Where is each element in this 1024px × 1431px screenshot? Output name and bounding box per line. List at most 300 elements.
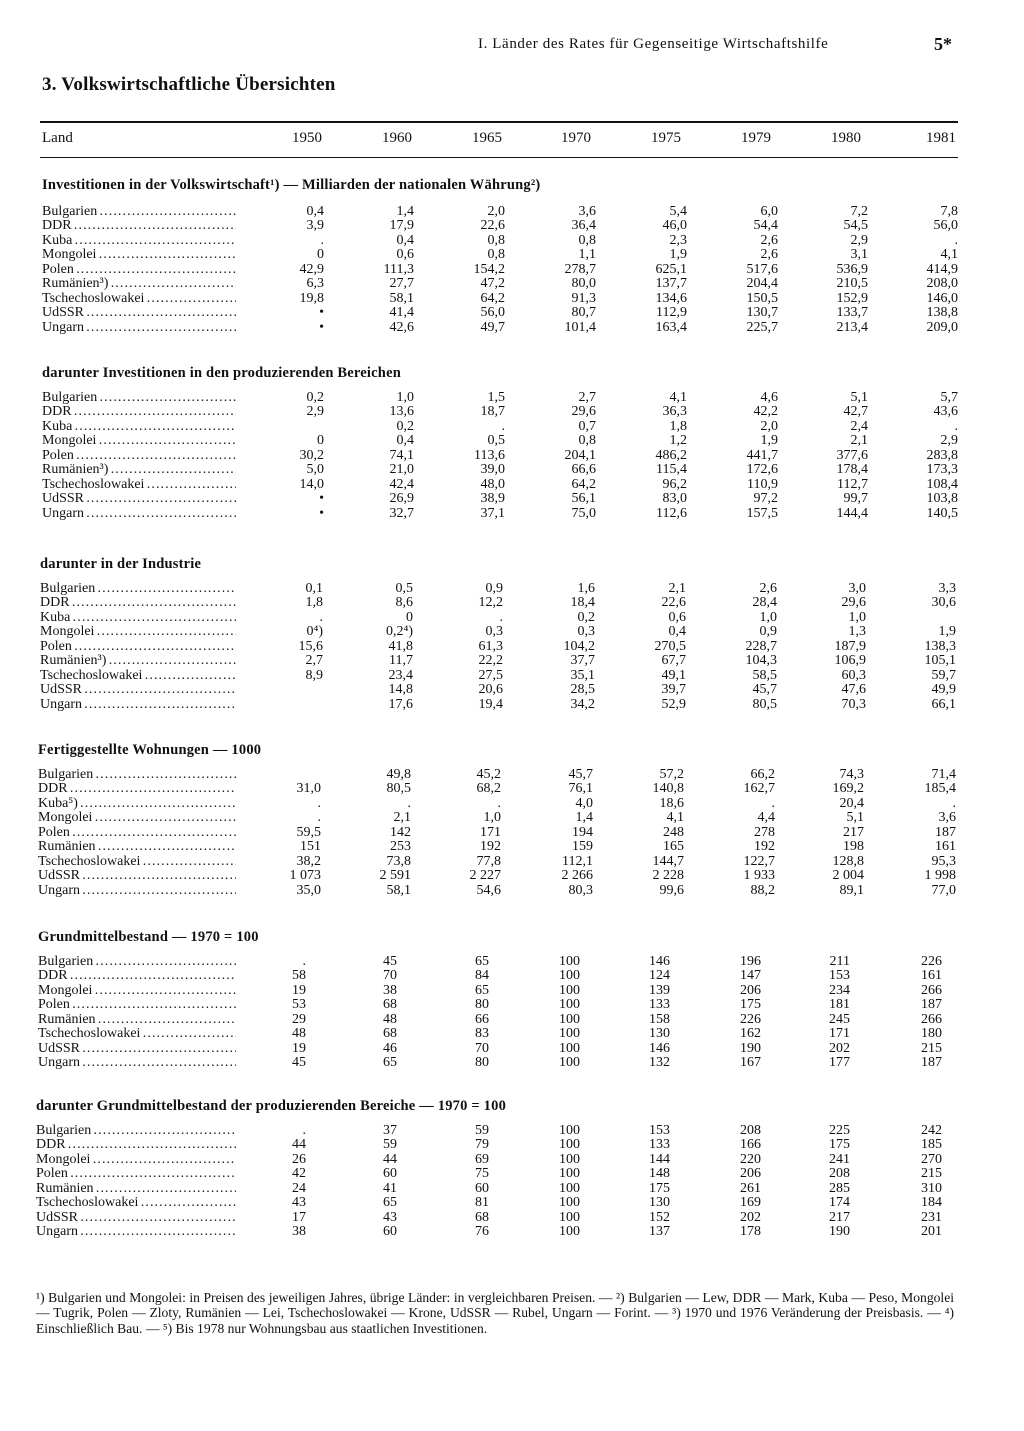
table-cell: 60,3 xyxy=(841,667,866,683)
table-cell: . xyxy=(954,418,958,434)
table-cell: 100 xyxy=(559,1040,580,1056)
table-row xyxy=(0,1211,1024,1225)
table-section-title: Fertiggestellte Wohnungen — 1000 xyxy=(38,742,262,758)
table-row xyxy=(0,1013,1024,1027)
column-header-year: 1970 xyxy=(561,130,591,146)
table-row xyxy=(0,884,1024,898)
table-cell: 171 xyxy=(829,1026,850,1042)
table-cell: 169 xyxy=(740,1195,761,1211)
table-cell: 38,9 xyxy=(480,491,505,507)
table-cell: 0,8 xyxy=(487,247,505,263)
table-cell: 42 xyxy=(292,1166,306,1182)
table-cell: 139 xyxy=(649,982,670,998)
table-cell: 35,1 xyxy=(570,667,595,683)
table-cell: 192 xyxy=(480,839,501,855)
table-cell: 7,2 xyxy=(850,204,868,219)
table-cell: 242 xyxy=(921,1123,942,1138)
table-cell: 1,9 xyxy=(760,433,778,449)
table-cell: 0,6 xyxy=(668,609,686,625)
table-cell: 105,1 xyxy=(924,653,956,669)
table-cell: 21,0 xyxy=(389,462,414,478)
table-cell: 37,1 xyxy=(480,505,505,521)
table-cell: 66,1 xyxy=(931,696,956,712)
table-cell: 1 073 xyxy=(289,868,321,884)
table-cell: 66,2 xyxy=(750,767,775,782)
table-cell: 15,6 xyxy=(298,638,323,654)
table-cell: 208,0 xyxy=(926,276,958,292)
table-cell: 2,1 xyxy=(668,581,686,596)
table-cell: 47,6 xyxy=(841,682,866,698)
table-cell: 112,6 xyxy=(656,505,687,521)
table-cell: 261 xyxy=(740,1180,761,1196)
table-cell: 6,0 xyxy=(760,204,778,219)
table-cell: 58 xyxy=(292,968,306,984)
table-cell: 49,8 xyxy=(386,767,411,782)
table-cell: 100 xyxy=(559,1011,580,1027)
table-cell: 414,9 xyxy=(926,261,958,277)
table-cell: 310 xyxy=(921,1180,942,1196)
row-country-name: Ungarn . . . xyxy=(36,1225,236,1239)
table-cell: 45,7 xyxy=(568,767,593,782)
table-cell: 43 xyxy=(383,1209,397,1225)
table-cell: 83 xyxy=(475,1026,489,1042)
table-cell: 1,8 xyxy=(669,418,687,434)
table-cell: 140,5 xyxy=(926,505,958,521)
table-row xyxy=(0,1196,1024,1210)
table-cell: 187 xyxy=(935,824,956,840)
row-country-name: UdSSR . . . xyxy=(42,492,236,506)
table-cell: 208 xyxy=(829,1166,850,1182)
table-cell: 84 xyxy=(475,968,489,984)
row-country-name: Mongolei . . . xyxy=(36,1153,236,1167)
table-cell: 2 266 xyxy=(561,868,593,884)
table-cell: 185 xyxy=(921,1137,942,1153)
row-country-name: Polen . . . xyxy=(38,998,236,1012)
row-country-name: Kuba⁵) . . . xyxy=(38,797,236,811)
table-cell: 0⁴) xyxy=(306,624,323,640)
column-header-row xyxy=(0,130,1024,150)
table-cell: 70 xyxy=(383,968,397,984)
column-header-year: 1981 xyxy=(926,130,956,146)
table-cell: 45 xyxy=(383,954,397,969)
table-cell: 152 xyxy=(649,1209,670,1225)
table-cell: . xyxy=(302,954,306,969)
table-row xyxy=(0,1056,1024,1070)
table-cell: 79 xyxy=(475,1137,489,1153)
table-cell: 4,1 xyxy=(666,810,684,826)
table-cell: 48 xyxy=(383,1011,397,1027)
table-cell: 100 xyxy=(559,1151,580,1167)
table-cell: 0,6 xyxy=(396,247,414,263)
table-cell: 0,8 xyxy=(578,433,596,449)
table-row xyxy=(0,1167,1024,1181)
table-row xyxy=(0,420,1024,434)
table-cell: 2,6 xyxy=(759,581,777,596)
table-cell: 52,9 xyxy=(661,696,686,712)
table-cell: 140,8 xyxy=(652,781,684,797)
table-cell: 100 xyxy=(559,1055,580,1071)
table-cell: 517,6 xyxy=(746,261,778,277)
table-cell: 45,7 xyxy=(752,682,777,698)
table-row xyxy=(0,1042,1024,1056)
table-cell: 0 xyxy=(406,609,413,625)
table-cell: 206 xyxy=(740,1166,761,1182)
table-cell: 36,3 xyxy=(662,404,687,420)
table-cell: 1,9 xyxy=(938,624,956,640)
table-cell: 0,2 xyxy=(306,390,324,405)
table-cell: 32,7 xyxy=(389,505,414,521)
table-cell: 1,2 xyxy=(669,433,687,449)
table-cell: 64,2 xyxy=(480,290,505,306)
row-country-name: Ungarn . . . xyxy=(38,1056,236,1070)
table-cell: 27,7 xyxy=(389,276,414,292)
table-cell: 65 xyxy=(383,1195,397,1211)
table-cell: 2 228 xyxy=(652,868,684,884)
table-cell: 172,6 xyxy=(746,462,778,478)
table-row xyxy=(0,596,1024,610)
table-cell: 76 xyxy=(475,1224,489,1240)
table-cell: 60 xyxy=(383,1166,397,1182)
table-cell: 100 xyxy=(559,1166,580,1182)
table-cell: 4,6 xyxy=(760,390,778,405)
table-cell: 283,8 xyxy=(926,447,958,463)
table-row xyxy=(0,463,1024,477)
table-cell: 80,0 xyxy=(571,276,596,292)
table-cell: • xyxy=(319,505,324,521)
row-country-name: Ungarn . . . xyxy=(40,698,236,712)
table-cell: 266 xyxy=(921,1011,942,1027)
table-cell: 56,0 xyxy=(480,305,505,321)
table-cell: 278,7 xyxy=(564,261,596,277)
table-cell: 162,7 xyxy=(743,781,775,797)
table-cell: 17,9 xyxy=(389,218,414,234)
table-cell: 89,1 xyxy=(839,882,864,898)
table-cell: . xyxy=(317,810,321,826)
row-country-name: Rumänien³) . . . xyxy=(42,277,236,291)
row-country-name: Mongolei . . . xyxy=(40,625,236,639)
table-cell: 198 xyxy=(843,839,864,855)
row-country-name: Tschechoslowakei . . . xyxy=(42,478,236,492)
table-cell: 100 xyxy=(559,968,580,984)
table-cell: 217 xyxy=(843,824,864,840)
table-cell: 18,4 xyxy=(570,595,595,611)
column-header-year: 1980 xyxy=(831,130,861,146)
table-row xyxy=(0,826,1024,840)
table-cell: 42,6 xyxy=(389,319,414,335)
table-cell: 19 xyxy=(292,1040,306,1056)
table-cell: 3,1 xyxy=(850,247,868,263)
table-cell: 20,6 xyxy=(478,682,503,698)
table-cell: 169,2 xyxy=(832,781,864,797)
table-cell: 57,2 xyxy=(659,767,684,782)
row-country-name: DDR . . . xyxy=(40,596,236,610)
row-country-name: Polen . . . xyxy=(40,640,236,654)
table-cell: 441,7 xyxy=(746,447,778,463)
table-cell: 8,9 xyxy=(305,667,323,683)
table-cell: 2,6 xyxy=(760,247,778,263)
table-cell: 0,4 xyxy=(306,204,324,219)
row-country-name: Kuba . . . xyxy=(40,611,236,625)
table-cell: 28,4 xyxy=(752,595,777,611)
table-cell: 115,4 xyxy=(656,462,687,478)
table-cell: 70,3 xyxy=(841,696,866,712)
table-cell: 4,0 xyxy=(575,795,593,811)
table-cell: 18,7 xyxy=(480,404,505,420)
table-cell: 536,9 xyxy=(836,261,868,277)
table-cell: 100 xyxy=(559,1224,580,1240)
table-cell: 41 xyxy=(383,1180,397,1196)
table-cell: 49,1 xyxy=(661,667,686,683)
table-cell: 65 xyxy=(383,1055,397,1071)
row-country-name: Ungarn . . . xyxy=(38,884,236,898)
table-cell: 213,4 xyxy=(836,319,868,335)
table-cell: • xyxy=(319,305,324,321)
table-cell: 39,7 xyxy=(661,682,686,698)
row-country-name: Polen . . . xyxy=(36,1167,236,1181)
table-cell: 1,9 xyxy=(669,247,687,263)
table-cell: 210,5 xyxy=(836,276,868,292)
row-country-name: UdSSR . . . xyxy=(38,1042,236,1056)
table-cell: 231 xyxy=(921,1209,942,1225)
table-cell: 6,3 xyxy=(306,276,324,292)
table-cell: . xyxy=(501,418,505,434)
table-top-rule xyxy=(40,121,958,123)
row-country-name: Bulgarien . . . xyxy=(42,205,236,219)
table-cell: 2 591 xyxy=(379,868,411,884)
table-cell: 27,5 xyxy=(478,667,503,683)
table-cell: 60 xyxy=(383,1224,397,1240)
table-cell: . xyxy=(319,609,323,625)
table-cell: 2,7 xyxy=(305,653,323,669)
table-cell: 45 xyxy=(292,1055,306,1071)
table-cell: 54,6 xyxy=(476,882,501,898)
table-row xyxy=(0,507,1024,521)
table-section-title: darunter Investitionen in den produzierenden Bereichen xyxy=(42,365,401,381)
table-row xyxy=(0,669,1024,683)
row-country-name: DDR . . . xyxy=(42,219,236,233)
table-cell: 45,2 xyxy=(476,767,501,782)
table-cell: 34,2 xyxy=(570,696,595,712)
table-cell: 163,4 xyxy=(655,319,687,335)
row-country-name: Polen . . . xyxy=(38,826,236,840)
table-cell: 11,7 xyxy=(389,653,413,669)
row-country-name: Bulgarien . . . xyxy=(38,768,236,782)
table-cell: 159 xyxy=(572,839,593,855)
table-row xyxy=(0,449,1024,463)
column-header-year: 1960 xyxy=(382,130,412,146)
column-header-year: 1950 xyxy=(292,130,322,146)
table-cell: 158 xyxy=(649,1011,670,1027)
table-cell: 100 xyxy=(559,954,580,969)
table-cell: 19 xyxy=(292,982,306,998)
table-section-title: Grundmittelbestand — 1970 = 100 xyxy=(38,929,259,945)
table-cell: 37,7 xyxy=(570,653,595,669)
table-cell: 0,4 xyxy=(396,433,414,449)
table-cell: 31,0 xyxy=(296,781,321,797)
table-cell: 59 xyxy=(475,1123,489,1138)
row-country-name: Polen . . . xyxy=(42,263,236,277)
table-cell: 106,9 xyxy=(834,653,866,669)
table-cell: 5,1 xyxy=(850,390,868,405)
table-cell: 1 998 xyxy=(924,868,956,884)
table-cell: 26 xyxy=(292,1151,306,1167)
table-cell: 2,0 xyxy=(487,204,505,219)
table-cell: 5,7 xyxy=(940,390,958,405)
table-row xyxy=(0,1182,1024,1196)
table-cell: 171 xyxy=(480,824,501,840)
table-cell: 625,1 xyxy=(655,261,687,277)
table-cell: 65 xyxy=(475,982,489,998)
row-country-name: DDR . . . xyxy=(42,405,236,419)
table-cell: 42,2 xyxy=(753,404,778,420)
table-cell: 146 xyxy=(649,1040,670,1056)
table-cell: 19,8 xyxy=(299,290,324,306)
table-cell: . xyxy=(317,795,321,811)
table-cell: 43,6 xyxy=(933,404,958,420)
table-cell: 81 xyxy=(475,1195,489,1211)
table-cell: 37 xyxy=(383,1123,397,1138)
table-cell: 83,0 xyxy=(662,491,687,507)
table-cell: 196 xyxy=(740,954,761,969)
table-cell: 161 xyxy=(921,968,942,984)
table-cell: 217 xyxy=(829,1209,850,1225)
row-country-name: UdSSR . . . xyxy=(36,1211,236,1225)
table-cell: 146,0 xyxy=(926,290,958,306)
table-cell: 68 xyxy=(383,1026,397,1042)
table-cell: 49,7 xyxy=(480,319,505,335)
table-cell: 100 xyxy=(559,982,580,998)
table-cell: 101,4 xyxy=(564,319,596,335)
table-cell: 68 xyxy=(383,997,397,1013)
table-cell: 132 xyxy=(649,1055,670,1071)
row-country-name: Tschechoslowakei . . . xyxy=(38,1027,236,1041)
table-cell: . xyxy=(407,795,411,811)
row-country-name: Mongolei . . . xyxy=(42,248,236,262)
table-cell: 178,4 xyxy=(836,462,868,478)
table-cell: 0,9 xyxy=(485,581,503,596)
row-country-name: Kuba . . . xyxy=(42,234,236,248)
table-cell: 41,8 xyxy=(388,638,413,654)
table-cell: 0,4 xyxy=(396,232,414,248)
column-header-year: 1979 xyxy=(741,130,771,146)
table-row xyxy=(0,797,1024,811)
table-cell: 100 xyxy=(559,1195,580,1211)
table-cell: 1,1 xyxy=(578,247,596,263)
table-cell: 18,6 xyxy=(659,795,684,811)
table-cell: 43 xyxy=(292,1195,306,1211)
table-cell: 225,7 xyxy=(746,319,778,335)
table-cell: 215 xyxy=(921,1166,942,1182)
table-cell: 0 xyxy=(317,433,324,449)
table-cell: 41,4 xyxy=(389,305,414,321)
table-cell: 130,7 xyxy=(746,305,778,321)
table-cell: 124 xyxy=(649,968,670,984)
table-cell: 133 xyxy=(649,1137,670,1153)
table-cell: 19,4 xyxy=(478,696,503,712)
table-cell: 54,5 xyxy=(843,218,868,234)
table-cell: 138,8 xyxy=(926,305,958,321)
table-cell: 68,2 xyxy=(476,781,501,797)
table-cell: 2,9 xyxy=(850,232,868,248)
row-country-name: Rumänien . . . xyxy=(36,1182,236,1196)
table-cell: 147 xyxy=(740,968,761,984)
table-row xyxy=(0,248,1024,262)
table-cell: 130 xyxy=(649,1195,670,1211)
table-row xyxy=(0,869,1024,883)
table-cell: 80,5 xyxy=(752,696,777,712)
table-cell: 253 xyxy=(390,839,411,855)
table-cell: 99,6 xyxy=(659,882,684,898)
table-row xyxy=(0,1124,1024,1138)
table-cell: 100 xyxy=(559,1137,580,1153)
row-country-name: Tschechoslowakei . . . xyxy=(36,1196,236,1210)
table-row xyxy=(0,782,1024,796)
page-number: 5* xyxy=(934,34,952,54)
table-cell: 49,9 xyxy=(931,682,956,698)
table-cell: 24 xyxy=(292,1180,306,1196)
table-row xyxy=(0,683,1024,697)
table-cell: 64,2 xyxy=(571,476,596,492)
table-row xyxy=(0,998,1024,1012)
table-cell: 175 xyxy=(649,1180,670,1196)
table-cell: 175 xyxy=(740,997,761,1013)
table-header-rule xyxy=(40,157,958,158)
table-cell: 151 xyxy=(300,839,321,855)
table-cell: 4,4 xyxy=(757,810,775,826)
table-cell: 29,6 xyxy=(571,404,596,420)
table-cell: 42,7 xyxy=(843,404,868,420)
table-cell: 174 xyxy=(829,1195,850,1211)
table-cell: 58,1 xyxy=(386,882,411,898)
table-cell: 100 xyxy=(559,1123,580,1138)
table-cell: 68 xyxy=(475,1209,489,1225)
table-cell: 112,7 xyxy=(837,476,868,492)
table-row xyxy=(0,1138,1024,1152)
table-cell: 185,4 xyxy=(924,781,956,797)
table-cell: 206 xyxy=(740,982,761,998)
table-cell: 187 xyxy=(921,1055,942,1071)
table-cell: 234 xyxy=(829,982,850,998)
table-cell: 3,0 xyxy=(848,581,866,596)
table-cell: 112,9 xyxy=(656,305,687,321)
table-cell: 76,1 xyxy=(568,781,593,797)
table-cell: 58,1 xyxy=(389,290,414,306)
table-cell: 80,5 xyxy=(386,781,411,797)
table-cell: 1,0 xyxy=(483,810,501,826)
table-cell: 44 xyxy=(383,1151,397,1167)
table-cell: 59 xyxy=(383,1137,397,1153)
table-cell: 2,1 xyxy=(850,433,868,449)
table-cell: 148 xyxy=(649,1166,670,1182)
table-section-title: darunter Grundmittelbestand der produzierenden Bereiche — 1970 = 100 xyxy=(36,1098,507,1114)
table-cell: 26,9 xyxy=(389,491,414,507)
table-cell: 226 xyxy=(921,954,942,969)
table-cell: 112,1 xyxy=(562,853,593,869)
table-cell: 8,6 xyxy=(395,595,413,611)
table-cell: 96,2 xyxy=(662,476,687,492)
table-row xyxy=(0,391,1024,405)
table-cell: • xyxy=(319,491,324,507)
table-cell: 150,5 xyxy=(746,290,778,306)
row-country-name: Rumänien³) . . . xyxy=(40,654,236,668)
table-cell: 56,0 xyxy=(933,218,958,234)
table-cell: . xyxy=(954,232,958,248)
page-header xyxy=(0,36,1024,60)
table-cell: 42,9 xyxy=(299,261,324,277)
table-cell: 202 xyxy=(740,1209,761,1225)
table-cell: 133 xyxy=(649,997,670,1013)
row-country-name: Bulgarien . . . xyxy=(42,391,236,405)
